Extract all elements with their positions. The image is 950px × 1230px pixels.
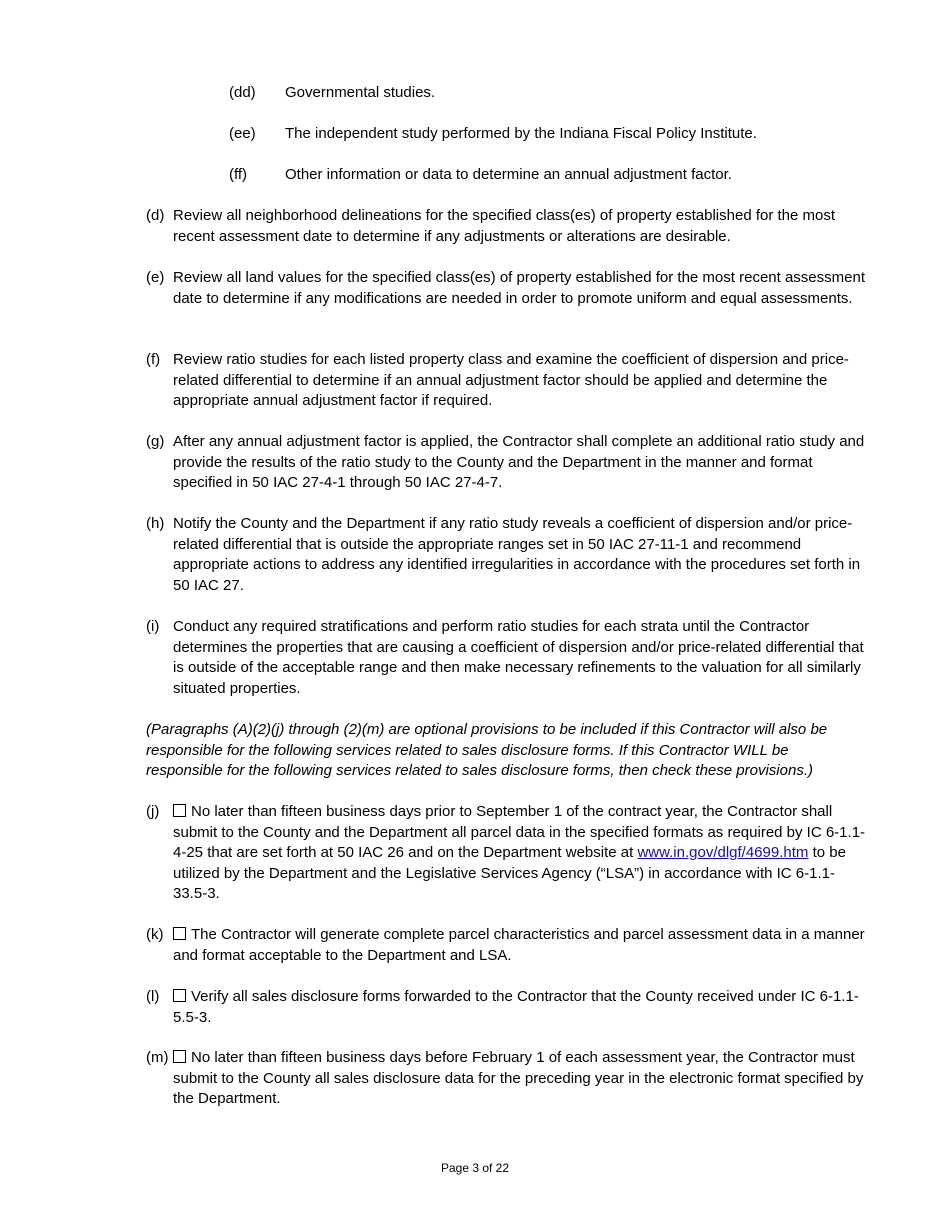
- paragraph-text: [173, 802, 866, 905]
- paragraph-body: The Contractor will generate complete parcel characteristics and parcel assessment data in a manner and format acceptable to the Department and LSA.: [173, 926, 865, 964]
- paragraph-d: [146, 206, 866, 247]
- paragraph-text: After any annual adjustment factor is applied, the Contractor shall complete an additional ratio study and provide the results of the ratio study to the County and the Department in the manner and format specified in 50 IAC 27-4-1 through 50 IAC 27-4-7.: [173, 433, 865, 491]
- paragraph-label: (k): [146, 926, 164, 943]
- paragraph-label: (f): [146, 351, 161, 368]
- paragraph-k: [146, 925, 866, 966]
- subitem-dd: [229, 83, 869, 104]
- paragraph-text: Notify the County and the Department if any ratio study reveals a coefficient of dispersion and/or price-related differential that is outside the appropriate ranges set in 50 IAC 27-11-1 and recommend appropriate actions to address any identified irregularities in accordance with the procedures set forth in 50 IAC 27.: [173, 515, 861, 594]
- paragraph-text: [173, 1048, 866, 1110]
- paragraph-label: (l): [146, 988, 160, 1005]
- paragraph-j: [146, 802, 866, 905]
- paragraph-m: [146, 1048, 866, 1110]
- paragraph-label: (m): [146, 1049, 169, 1066]
- paragraph-body: No later than fifteen business days before February 1 of each assessment year, the Contractor must submit to the County all sales disclosure data for the preceding year in the electronic format specified by the Department.: [173, 1049, 864, 1107]
- paragraph-text: Conduct any required stratifications and perform ratio studies for each strata until the Contractor determines the properties that are causing a coefficient of dispersion and/or price-related differential that is outside of the acceptable range and then make necessary refinements to the valuation for all similarly situated properties.: [173, 618, 864, 697]
- optional-provisions-note: (Paragraphs (A)(2)(j) through (2)(m) are optional provisions to be included if this Contractor will also be responsible for the following services related to sales disclosure forms. If this Contractor WILL be responsible for the following services related to sales disclosure forms, then check these provisions.): [146, 721, 828, 779]
- paragraph-label: (e): [146, 269, 165, 286]
- paragraph-label: (d): [146, 207, 165, 224]
- subitem-ff: [229, 165, 869, 186]
- paragraph-f: [146, 350, 866, 412]
- paragraph-text: Review ratio studies for each listed property class and examine the coefficient of dispersion and price-related differential to determine if an annual adjustment factor should be applied and determine the appropriate annual adjustment factor if required.: [173, 351, 849, 409]
- checkbox-k[interactable]: [173, 927, 186, 940]
- paragraph-label: (i): [146, 618, 160, 635]
- paragraph-text-before-link: No later than fifteen business days prior to September 1 of the contract year, the Contractor shall submit to the County and the Department all parcel data in the specified formats as required by IC 6-1.1-4-25 that are set forth at 50 IAC 26 and on the Department website at: [173, 803, 866, 861]
- subitem-label: (dd): [229, 84, 256, 101]
- paragraph-text: Review all neighborhood delineations for the specified class(es) of property established for the most recent assessment date to determine if any adjustments or alterations are desirable.: [173, 207, 836, 245]
- subitem-ee: [229, 124, 869, 145]
- page-number: Page 3 of 22: [440, 1161, 510, 1175]
- paragraph-text: [173, 987, 866, 1028]
- paragraph-l: [146, 987, 866, 1028]
- paragraph-label: (g): [146, 433, 165, 450]
- paragraph-label: (h): [146, 515, 165, 532]
- dlgf-website-link[interactable]: www.in.gov/dlgf/4699.htm: [637, 844, 809, 861]
- paragraph-text-after-link: to be utilized by the Department and the Legislative Services Agency (“LSA”) in accordance with IC 6-1.1-33.5-3.: [173, 844, 846, 902]
- paragraph-e: [146, 268, 866, 309]
- subitem-text: The independent study performed by the Indiana Fiscal Policy Institute.: [285, 125, 757, 142]
- subitem-label: (ff): [229, 166, 248, 183]
- subitem-label: (ee): [229, 125, 256, 142]
- paragraph-h: [146, 514, 866, 596]
- paragraph-body: Verify all sales disclosure forms forwarded to the Contractor that the County received under IC 6-1.1-5.5-3.: [173, 988, 859, 1026]
- paragraph-text: Review all land values for the specified class(es) of property established for the most recent assessment date to determine if any modifications are needed in order to promote uniform and equal assessments.: [173, 269, 865, 307]
- checkbox-l[interactable]: [173, 989, 186, 1002]
- subitem-text: Other information or data to determine an annual adjustment factor.: [285, 166, 732, 183]
- paragraph-text: [173, 925, 866, 966]
- subitem-text: Governmental studies.: [285, 84, 436, 101]
- checkbox-j[interactable]: [173, 804, 186, 817]
- paragraph-i: [146, 617, 866, 699]
- paragraph-label: (j): [146, 803, 160, 820]
- checkbox-m[interactable]: [173, 1050, 186, 1063]
- paragraph-g: [146, 432, 866, 494]
